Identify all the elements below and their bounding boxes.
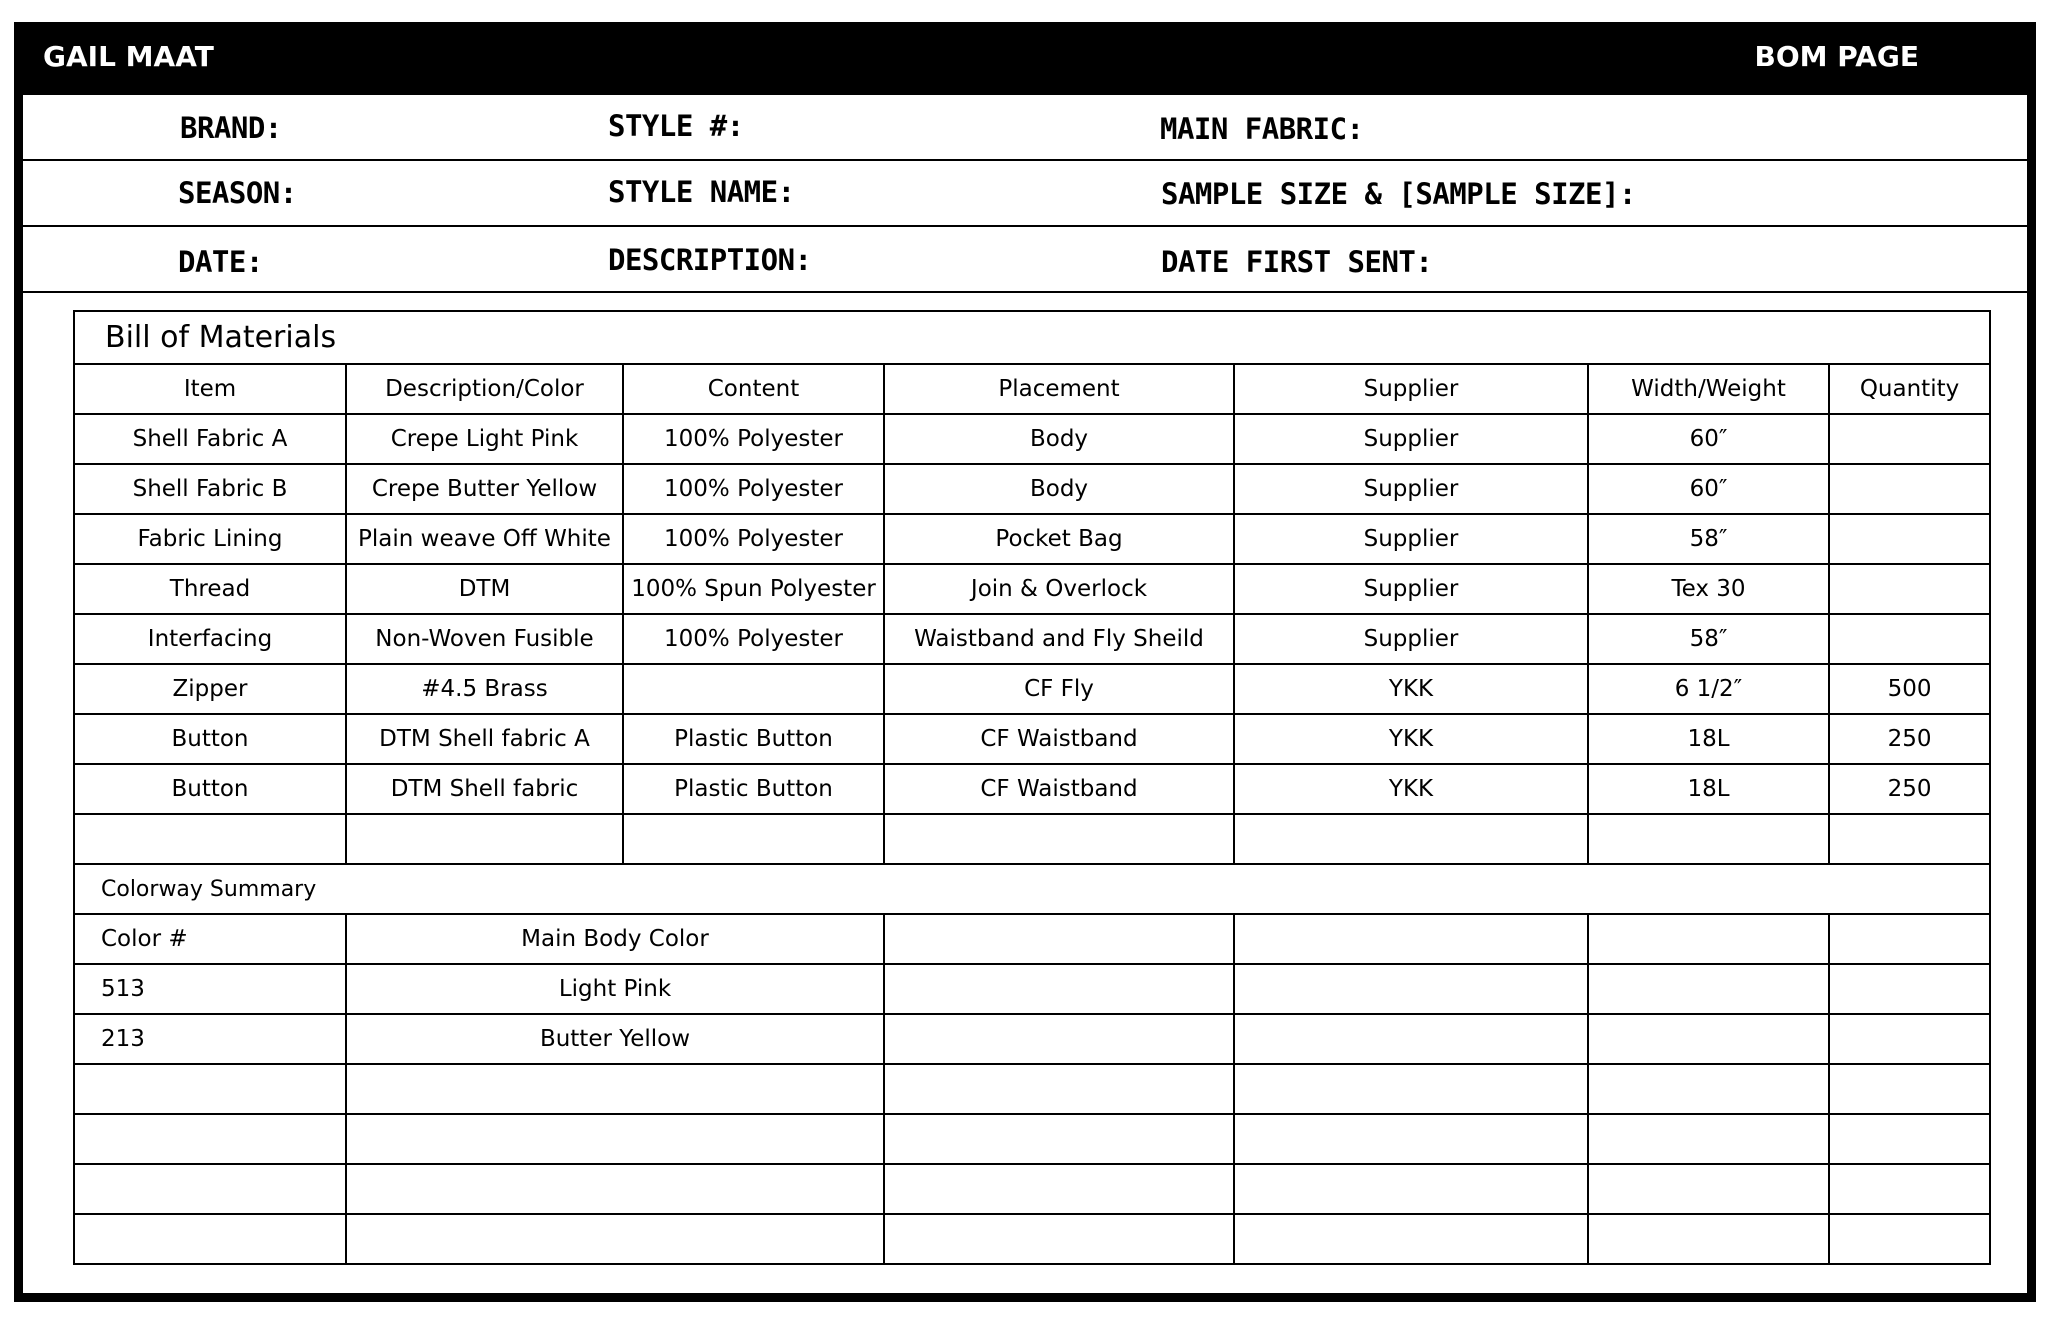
column-header: Item bbox=[74, 364, 346, 414]
colorway-row bbox=[74, 1214, 1990, 1264]
bom-cell: Shell Fabric B bbox=[74, 464, 346, 514]
empty-cell bbox=[1234, 1114, 1588, 1164]
bom-row bbox=[74, 614, 1990, 664]
bom-cell: YKK bbox=[1234, 764, 1588, 814]
bom-cell: 60″ bbox=[1588, 464, 1829, 514]
bom-cell: 100% Polyester bbox=[623, 614, 884, 664]
bom-cell: DTM Shell fabric bbox=[346, 764, 623, 814]
bom-cell bbox=[623, 664, 884, 714]
bom-cell bbox=[1829, 414, 1990, 464]
bom-cell: 250 bbox=[1829, 714, 1990, 764]
bom-cell bbox=[623, 814, 884, 864]
empty-cell bbox=[1234, 1014, 1588, 1064]
empty-cell bbox=[1588, 1114, 1829, 1164]
bom-cell: Body bbox=[884, 464, 1234, 514]
bom-cell: Pocket Bag bbox=[884, 514, 1234, 564]
bom-cell: CF Fly bbox=[884, 664, 1234, 714]
header-row-1 bbox=[23, 95, 2027, 161]
empty-cell bbox=[884, 964, 1234, 1014]
bom-row bbox=[74, 764, 1990, 814]
colorway-cell bbox=[346, 1214, 884, 1264]
bom-title: Bill of Materials bbox=[74, 311, 1990, 364]
bom-row bbox=[74, 814, 1990, 864]
company-name: GAIL MAAT bbox=[43, 40, 214, 73]
style-number-label: STYLE #: bbox=[608, 109, 744, 143]
colorway-cell: Light Pink bbox=[346, 964, 884, 1014]
bom-cell bbox=[1234, 814, 1588, 864]
colorway-cell bbox=[346, 1064, 884, 1114]
empty-cell bbox=[1588, 1164, 1829, 1214]
bom-cell bbox=[884, 814, 1234, 864]
empty-cell bbox=[884, 914, 1234, 964]
colorway-cell bbox=[74, 1214, 346, 1264]
bom-cell: Plastic Button bbox=[623, 764, 884, 814]
bom-cell: 18L bbox=[1588, 714, 1829, 764]
bom-sheet bbox=[14, 22, 2036, 1302]
colorway-cell: Color # bbox=[74, 914, 346, 964]
empty-cell bbox=[884, 1214, 1234, 1264]
bom-cell bbox=[1588, 814, 1829, 864]
top-bar bbox=[23, 22, 2027, 95]
empty-cell bbox=[1234, 1164, 1588, 1214]
colorway-cell bbox=[74, 1114, 346, 1164]
bom-cell: Shell Fabric A bbox=[74, 414, 346, 464]
bom-cell bbox=[346, 814, 623, 864]
empty-cell bbox=[1234, 964, 1588, 1014]
bom-cell bbox=[1829, 464, 1990, 514]
description-label: DESCRIPTION: bbox=[608, 243, 812, 277]
empty-cell bbox=[1234, 1214, 1588, 1264]
page-title: BOM PAGE bbox=[1754, 40, 1919, 73]
colorway-cell: 513 bbox=[74, 964, 346, 1014]
bom-cell: DTM Shell fabric A bbox=[346, 714, 623, 764]
season-label: SEASON: bbox=[178, 176, 297, 210]
bom-cell: Interfacing bbox=[74, 614, 346, 664]
bom-cell: Crepe Light Pink bbox=[346, 414, 623, 464]
colorway-title-row bbox=[74, 864, 1990, 914]
colorway-cell bbox=[74, 1064, 346, 1114]
header-row-3 bbox=[23, 227, 2027, 293]
bom-cell: CF Waistband bbox=[884, 714, 1234, 764]
empty-cell bbox=[1588, 1014, 1829, 1064]
bom-cell: 500 bbox=[1829, 664, 1990, 714]
style-name-label: STYLE NAME: bbox=[608, 175, 795, 209]
bom-row bbox=[74, 414, 1990, 464]
bom-cell: Supplier bbox=[1234, 614, 1588, 664]
bom-cell: Supplier bbox=[1234, 464, 1588, 514]
empty-cell bbox=[884, 1164, 1234, 1214]
bom-cell: 60″ bbox=[1588, 414, 1829, 464]
bom-row bbox=[74, 514, 1990, 564]
colorway-cell bbox=[346, 1164, 884, 1214]
empty-cell bbox=[1829, 1114, 1990, 1164]
bom-cell bbox=[1829, 614, 1990, 664]
empty-cell bbox=[1588, 1064, 1829, 1114]
colorway-row bbox=[74, 1064, 1990, 1114]
main-fabric-label: MAIN FABRIC: bbox=[1160, 112, 1364, 146]
bom-cell: CF Waistband bbox=[884, 764, 1234, 814]
sample-size-label: SAMPLE SIZE & [SAMPLE SIZE]: bbox=[1161, 177, 1636, 211]
colorway-header-row bbox=[74, 914, 1990, 964]
bom-cell: Waistband and Fly Sheild bbox=[884, 614, 1234, 664]
colorway-row bbox=[74, 1164, 1990, 1214]
column-header: Placement bbox=[884, 364, 1234, 414]
colorway-cell bbox=[74, 1164, 346, 1214]
bom-cell: Non-Woven Fusible bbox=[346, 614, 623, 664]
bom-cell: 100% Polyester bbox=[623, 414, 884, 464]
bom-cell: Tex 30 bbox=[1588, 564, 1829, 614]
brand-label: BRAND: bbox=[180, 111, 282, 145]
colorway-row bbox=[74, 1114, 1990, 1164]
bom-cell: Button bbox=[74, 714, 346, 764]
bom-cell: Thread bbox=[74, 564, 346, 614]
empty-cell bbox=[884, 1014, 1234, 1064]
bom-cell: 18L bbox=[1588, 764, 1829, 814]
bom-row bbox=[74, 464, 1990, 514]
bom-cell bbox=[74, 814, 346, 864]
colorway-cell: 213 bbox=[74, 1014, 346, 1064]
column-header: Content bbox=[623, 364, 884, 414]
bom-cell: Crepe Butter Yellow bbox=[346, 464, 623, 514]
bom-cell: 250 bbox=[1829, 764, 1990, 814]
bom-cell: 100% Polyester bbox=[623, 514, 884, 564]
bom-row bbox=[74, 564, 1990, 614]
column-header: Quantity bbox=[1829, 364, 1990, 414]
bom-cell: #4.5 Brass bbox=[346, 664, 623, 714]
empty-cell bbox=[1588, 964, 1829, 1014]
empty-cell bbox=[1829, 1064, 1990, 1114]
header-row-2 bbox=[23, 161, 2027, 227]
empty-cell bbox=[884, 1064, 1234, 1114]
bom-cell: Supplier bbox=[1234, 564, 1588, 614]
bom-cell: Plastic Button bbox=[623, 714, 884, 764]
colorway-cell: Main Body Color bbox=[346, 914, 884, 964]
bom-cell: Zipper bbox=[74, 664, 346, 714]
date-first-sent-label: DATE FIRST SENT: bbox=[1161, 245, 1433, 279]
empty-cell bbox=[1588, 1214, 1829, 1264]
bom-cell: YKK bbox=[1234, 714, 1588, 764]
column-header: Width/Weight bbox=[1588, 364, 1829, 414]
date-label: DATE: bbox=[178, 245, 263, 279]
empty-cell bbox=[1829, 1164, 1990, 1214]
bom-cell: Plain weave Off White bbox=[346, 514, 623, 564]
bom-cell bbox=[1829, 564, 1990, 614]
bom-cell: Button bbox=[74, 764, 346, 814]
bom-cell: Supplier bbox=[1234, 514, 1588, 564]
bom-cell: Supplier bbox=[1234, 414, 1588, 464]
bom-header-row bbox=[74, 364, 1990, 414]
bom-cell: 6 1/2″ bbox=[1588, 664, 1829, 714]
empty-cell bbox=[884, 1114, 1234, 1164]
colorway-row bbox=[74, 1014, 1990, 1064]
bom-title-row bbox=[74, 311, 1990, 364]
bill-of-materials-table bbox=[73, 310, 1991, 1265]
bom-cell bbox=[1829, 514, 1990, 564]
bom-cell: Join & Overlock bbox=[884, 564, 1234, 614]
colorway-row bbox=[74, 964, 1990, 1014]
colorway-title: Colorway Summary bbox=[74, 864, 1990, 914]
column-header: Supplier bbox=[1234, 364, 1588, 414]
bom-cell: 58″ bbox=[1588, 614, 1829, 664]
bom-cell: YKK bbox=[1234, 664, 1588, 714]
bom-cell: 58″ bbox=[1588, 514, 1829, 564]
bom-cell: 100% Polyester bbox=[623, 464, 884, 514]
bom-row bbox=[74, 664, 1990, 714]
empty-cell bbox=[1829, 964, 1990, 1014]
empty-cell bbox=[1829, 1214, 1990, 1264]
bom-cell: Fabric Lining bbox=[74, 514, 346, 564]
colorway-cell: Butter Yellow bbox=[346, 1014, 884, 1064]
bom-cell: Body bbox=[884, 414, 1234, 464]
column-header: Description/Color bbox=[346, 364, 623, 414]
colorway-cell bbox=[346, 1114, 884, 1164]
bom-cell: 100% Spun Polyester bbox=[623, 564, 884, 614]
empty-cell bbox=[1234, 914, 1588, 964]
bom-cell bbox=[1829, 814, 1990, 864]
bom-cell: DTM bbox=[346, 564, 623, 614]
empty-cell bbox=[1829, 914, 1990, 964]
empty-cell bbox=[1588, 914, 1829, 964]
empty-cell bbox=[1829, 1014, 1990, 1064]
bom-row bbox=[74, 714, 1990, 764]
empty-cell bbox=[1234, 1064, 1588, 1114]
